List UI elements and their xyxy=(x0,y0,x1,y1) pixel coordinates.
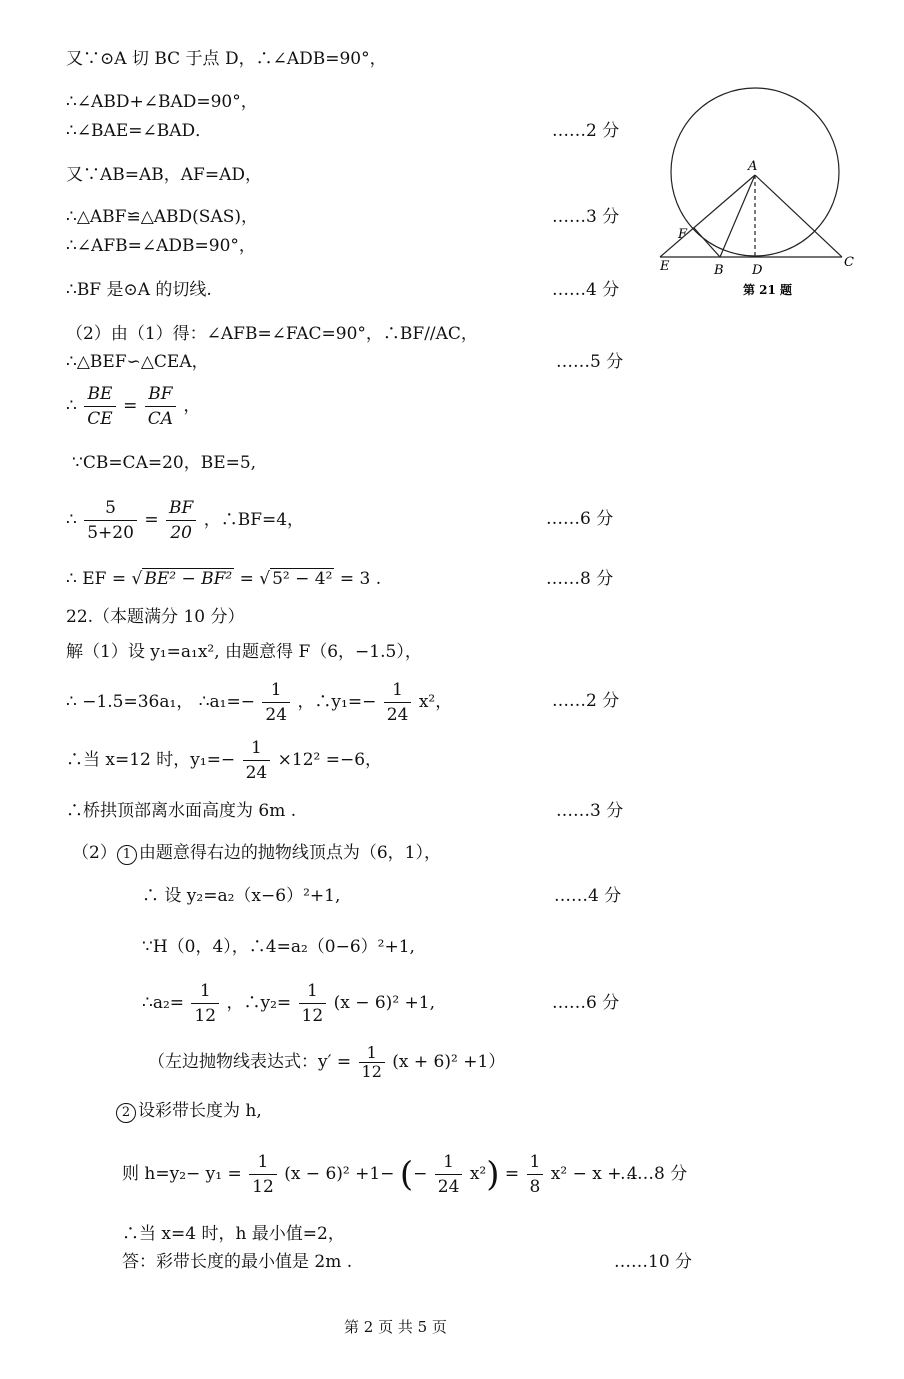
fraction-equation: 则 h=y₂− y₁ = $\frac{1}{12}$ (x − 6)² +1− (− $\frac{1}{24}$ x²) = $\frac{1}{8}$ x² − x + 4 xyxy=(122,1152,638,1197)
proof-line: 又∵AB=AB，AF=AD， xyxy=(66,165,263,185)
score-mark: ……3 分 xyxy=(556,801,624,821)
fraction: $\frac{1}{12}$ xyxy=(191,979,219,1028)
proof-line: （2） 1 由题意得右边的抛物线顶点为（6，1）， xyxy=(72,843,441,863)
label-a: A xyxy=(748,159,758,174)
fraction: $\frac{1}{8}$ xyxy=(527,1150,544,1199)
fraction: $\frac{1}{12}$ xyxy=(299,979,327,1028)
proof-line: ∴桥拱顶部离水面高度为 6m . xyxy=(66,801,297,821)
fraction: $\frac{5}{5+20}$ xyxy=(84,496,137,545)
fraction: $\frac{1}{12}$ xyxy=(249,1150,277,1199)
score-mark: ……8 分 xyxy=(620,1164,688,1184)
proof-line: ∴BF 是⊙A 的切线. xyxy=(66,280,212,300)
score-mark: ……5 分 xyxy=(556,352,624,372)
fraction: $\frac{BF}{CA}$ xyxy=(145,382,176,431)
proof-line: （2）由（1）得：∠AFB=∠FAC=90°，∴BF//AC， xyxy=(66,324,478,344)
radical-equation: ∴ EF = √ BE² − BF² = √ 5² − 4² = 3 . xyxy=(66,569,382,589)
proof-line: ∴∠AFB=∠ADB=90°， xyxy=(66,236,256,256)
fraction-equation: ∴ $\frac{5}{5+20}$ = $\frac{BF}{20}$ ，∴BF=4， xyxy=(66,498,305,543)
line-fb xyxy=(694,228,720,257)
fraction-equation: ∴ $\frac{BE}{CE}$ = $\frac{BF}{CA}$ ， xyxy=(66,384,201,429)
fraction: $\frac{BE}{CE}$ xyxy=(84,382,115,431)
proof-line: 2 设彩带长度为 h, xyxy=(116,1100,262,1123)
page-footer: 第 2 页 共 5 页 xyxy=(344,1318,447,1336)
proof-line: ∴∠BAE=∠BAD． xyxy=(66,121,213,141)
geometry-figure xyxy=(650,84,865,304)
fraction: $\frac{1}{24}$ xyxy=(243,736,271,785)
score-mark: ……8 分 xyxy=(546,569,614,589)
label-d: D xyxy=(752,263,763,278)
fraction: $\frac{1}{24}$ xyxy=(262,678,290,727)
figure-caption: 第 21 题 xyxy=(743,283,793,297)
fraction-equation: ∴当 x=12 时，y₁=− $\frac{1}{24}$ ×12² =−6， xyxy=(66,738,383,783)
line-ab xyxy=(720,175,755,257)
proof-line: ∴△BEF∽△CEA， xyxy=(66,352,209,372)
fraction-equation: ∴ −1.5=36a₁， ∴a₁=− $\frac{1}{24}$ ，∴y₁=− $\frac{1}{24}$ x²， xyxy=(66,680,453,725)
line-ac xyxy=(755,175,842,257)
score-mark: ……4 分 xyxy=(554,886,622,906)
fraction: $\frac{1}{24}$ xyxy=(384,678,412,727)
label-e: E xyxy=(660,259,670,274)
proof-line: ∴ 设 y₂=a₂（x−6）²+1, xyxy=(142,886,341,906)
fraction-equation: （左边抛物线表达式：y′ = $\frac{1}{12}$ (x + 6)² +1） xyxy=(148,1043,506,1081)
fraction-equation: ∴a₂= $\frac{1}{12}$ ，∴y₂= $\frac{1}{12}$ (x − 6)² +1, xyxy=(142,981,435,1026)
answer-line: 答：彩带长度的最小值是 2m . xyxy=(122,1252,353,1272)
proof-line: 又∵⊙A 切 BC 于点 D，∴∠ADB=90°， xyxy=(66,49,387,69)
proof-line: ∴当 x=4 时，h 最小值=2， xyxy=(122,1224,345,1244)
score-mark: ……2 分 xyxy=(552,121,620,141)
score-mark: ……3 分 xyxy=(552,207,620,227)
proof-line: ∴△ABF≌△ABD(SAS)， xyxy=(66,207,259,227)
fraction: $\frac{BF}{20}$ xyxy=(166,496,196,545)
label-b: B xyxy=(714,263,724,278)
proof-line: ∵CB=CA=20，BE=5, xyxy=(72,453,257,473)
proof-line: 解（1）设 y₁=a₁x², 由题意得 F（6，−1.5）， xyxy=(66,642,422,662)
proof-line: ∴∠ABD+∠BAD=90°， xyxy=(66,92,258,112)
fraction: $\frac{1}{12}$ xyxy=(359,1044,385,1081)
proof-line: ∵H（0，4），∴4=a₂（0−6）²+1, xyxy=(142,937,415,957)
question-heading: 22.（本题满分 10 分） xyxy=(66,607,245,627)
score-mark: ……10 分 xyxy=(614,1252,693,1272)
label-c: C xyxy=(844,255,854,270)
line-ae xyxy=(660,175,755,257)
score-mark: ……6 分 xyxy=(546,509,614,529)
label-f: F xyxy=(678,227,688,242)
score-mark: ……2 分 xyxy=(552,691,620,711)
score-mark: ……4 分 xyxy=(552,280,620,300)
score-mark: ……6 分 xyxy=(552,993,620,1013)
fraction: $\frac{1}{24}$ xyxy=(435,1150,463,1199)
